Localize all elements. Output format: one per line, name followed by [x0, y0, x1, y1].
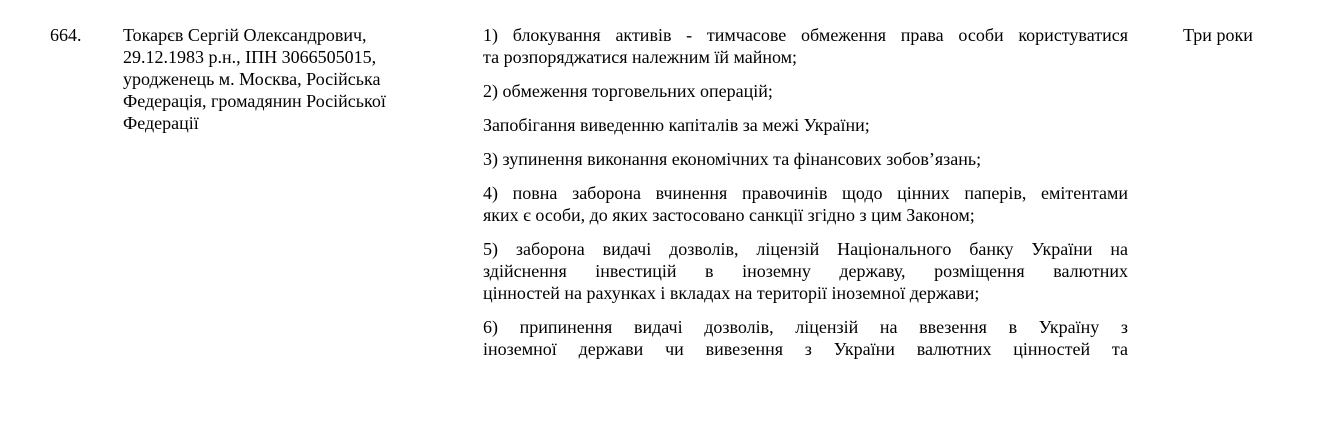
- sanction-text-line: здійснення інвестицій в іноземну державу, розміщення валютних: [483, 261, 1128, 281]
- sanction-text-line: іноземної держави чи вивезення з України валютних цінностей та: [483, 339, 1128, 359]
- sanction-item: [483, 114, 1128, 136]
- row-number: 664.: [50, 25, 82, 45]
- sanction-text-line: 5) заборона видачі дозволів, ліцензій Національного банку України на: [483, 239, 1128, 259]
- sanction-item: [483, 80, 1128, 102]
- sanction-text-line: та розпоряджатися належним їй майном;: [483, 47, 798, 67]
- sanction-text-line: 4) повна заборона вчинення правочинів щодо цінних паперів, емітентами: [483, 183, 1128, 203]
- sanction-item: [483, 182, 1128, 226]
- sanction-text-line: 2) обмеження торговельних операцій;: [483, 81, 773, 101]
- person-line: Федерації: [123, 113, 199, 133]
- sanction-item: [483, 238, 1128, 304]
- sanction-text-line: Запобігання виведенню капіталів за межі України;: [483, 115, 870, 135]
- person-details: [123, 24, 428, 134]
- sanction-item: [483, 24, 1128, 68]
- person-line: уродженець м. Москва, Російська: [123, 69, 381, 89]
- person-line: 29.12.1983 р.н., ІПН 3066505015,: [123, 47, 377, 67]
- sanction-text-line: 3) зупинення виконання економічних та фінансових зобов’язань;: [483, 149, 982, 169]
- person-line: Токарєв Сергій Олександрович,: [123, 25, 367, 45]
- sanction-term: Три роки: [1183, 25, 1253, 45]
- sanction-text-line: яких є особи, до яких застосовано санкції згідно з цим Законом;: [483, 205, 975, 225]
- sanction-item: [483, 148, 1128, 170]
- person-line: Федерація, громадянин Російської: [123, 91, 386, 111]
- sanctions-list: [483, 24, 1128, 372]
- sanction-text-line: 6) припинення видачі дозволів, ліцензій на ввезення в Україну з: [483, 317, 1128, 337]
- sanction-text-line: цінностей на рахунках і вкладах на території іноземної держави;: [483, 283, 980, 303]
- sanction-item: [483, 316, 1128, 360]
- sanction-text-line: 1) блокування активів - тимчасове обмеження права особи користуватися: [483, 25, 1128, 45]
